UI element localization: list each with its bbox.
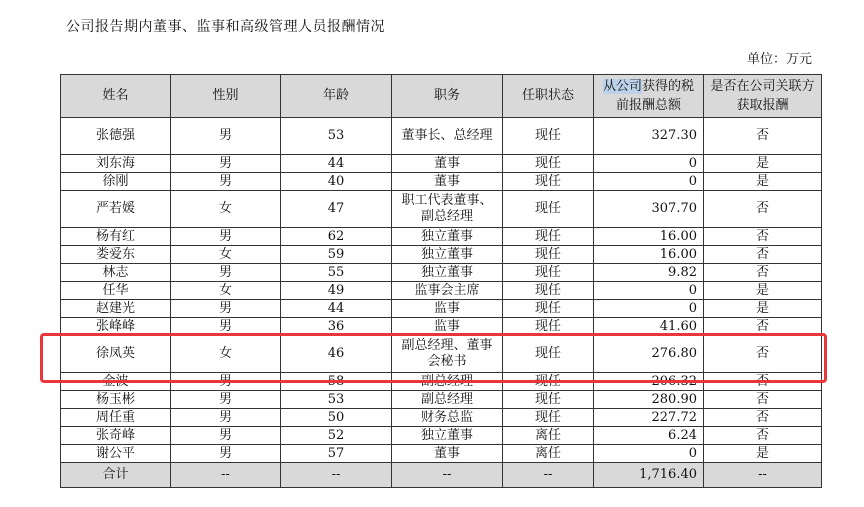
cell-position: 职工代表董事、副总经理	[392, 191, 503, 228]
cell-gender: 男	[171, 445, 281, 463]
cell-position: 副总经理、董事会秘书	[392, 336, 503, 373]
table-row	[61, 118, 822, 155]
total-row	[61, 463, 822, 488]
cell-name: 杨有红	[61, 228, 171, 246]
cell-status: 现任	[503, 155, 594, 173]
cell-name: 严若媛	[61, 191, 171, 228]
total-related: --	[704, 463, 822, 488]
cell-pay: 227.72	[594, 409, 704, 427]
cell-related: 否	[704, 391, 822, 409]
total-pay: 1,716.40	[594, 463, 704, 488]
cell-name: 张峰峰	[61, 318, 171, 336]
total-name: 合计	[61, 463, 171, 488]
cell-age: 53	[281, 118, 392, 155]
cell-status: 现任	[503, 336, 594, 373]
cell-name: 金波	[61, 373, 171, 391]
cell-gender: 男	[171, 409, 281, 427]
cell-related: 否	[704, 191, 822, 228]
cell-name: 刘东海	[61, 155, 171, 173]
table-row	[61, 373, 822, 391]
header-age: 年龄	[281, 75, 392, 118]
total-status: --	[503, 463, 594, 488]
cell-related: 否	[704, 264, 822, 282]
cell-name: 赵建光	[61, 300, 171, 318]
cell-gender: 女	[171, 282, 281, 300]
cell-gender: 女	[171, 336, 281, 373]
unit-label: 单位：万元	[746, 52, 812, 67]
cell-gender: 男	[171, 228, 281, 246]
cell-status: 现任	[503, 282, 594, 300]
cell-age: 59	[281, 246, 392, 264]
cell-age: 47	[281, 191, 392, 228]
total-gender: --	[171, 463, 281, 488]
cell-position: 董事	[392, 445, 503, 463]
total-position: --	[392, 463, 503, 488]
cell-related: 是	[704, 445, 822, 463]
table-row	[61, 191, 822, 228]
table-row	[61, 282, 822, 300]
cell-name: 张奇峰	[61, 427, 171, 445]
cell-name: 杨玉彬	[61, 391, 171, 409]
cell-age: 36	[281, 318, 392, 336]
cell-related: 否	[704, 118, 822, 155]
table-body	[61, 118, 822, 488]
cell-status: 现任	[503, 173, 594, 191]
cell-name: 周任重	[61, 409, 171, 427]
cell-position: 独立董事	[392, 228, 503, 246]
cell-related: 否	[704, 318, 822, 336]
cell-gender: 男	[171, 300, 281, 318]
cell-gender: 男	[171, 318, 281, 336]
cell-status: 现任	[503, 318, 594, 336]
cell-related: 否	[704, 336, 822, 373]
cell-age: 46	[281, 336, 392, 373]
cell-status: 现任	[503, 228, 594, 246]
header-status: 任职状态	[503, 75, 594, 118]
cell-position: 独立董事	[392, 264, 503, 282]
cell-name: 张德强	[61, 118, 171, 155]
table-row	[61, 318, 822, 336]
cell-gender: 男	[171, 373, 281, 391]
cell-name: 林志	[61, 264, 171, 282]
cell-age: 62	[281, 228, 392, 246]
cell-related: 否	[704, 409, 822, 427]
header-gender: 性别	[171, 75, 281, 118]
cell-status: 现任	[503, 409, 594, 427]
cell-position: 独立董事	[392, 427, 503, 445]
cell-gender: 男	[171, 118, 281, 155]
cell-gender: 男	[171, 155, 281, 173]
cell-position: 财务总监	[392, 409, 503, 427]
cell-name: 任华	[61, 282, 171, 300]
cell-pay: 16.00	[594, 228, 704, 246]
cell-gender: 女	[171, 191, 281, 228]
cell-pay: 280.90	[594, 391, 704, 409]
cell-status: 现任	[503, 300, 594, 318]
cell-position: 董事	[392, 155, 503, 173]
cell-pay: 6.24	[594, 427, 704, 445]
cell-status: 现任	[503, 264, 594, 282]
cell-gender: 男	[171, 391, 281, 409]
compensation-table	[60, 74, 822, 488]
cell-related: 否	[704, 427, 822, 445]
cell-age: 50	[281, 409, 392, 427]
cell-pay: 41.60	[594, 318, 704, 336]
cell-pay: 16.00	[594, 246, 704, 264]
cell-pay: 327.30	[594, 118, 704, 155]
cell-name: 徐凤英	[61, 336, 171, 373]
cell-position: 副总经理	[392, 391, 503, 409]
cell-related: 是	[704, 155, 822, 173]
cell-pay: 9.82	[594, 264, 704, 282]
cell-pay: 0	[594, 173, 704, 191]
header-related-party: 是否在公司关联方获取报酬	[704, 75, 822, 118]
cell-status: 现任	[503, 391, 594, 409]
cell-position: 副总经理	[392, 373, 503, 391]
cell-related: 否	[704, 228, 822, 246]
cell-pay: 0	[594, 445, 704, 463]
cell-status: 现任	[503, 246, 594, 264]
header-row	[61, 75, 822, 118]
cell-status: 离任	[503, 427, 594, 445]
cell-age: 55	[281, 264, 392, 282]
table-row	[61, 336, 822, 373]
cell-pay: 0	[594, 282, 704, 300]
cell-position: 董事长、总经理	[392, 118, 503, 155]
cell-name: 谢公平	[61, 445, 171, 463]
cell-gender: 男	[171, 264, 281, 282]
cell-gender: 男	[171, 173, 281, 191]
cell-name: 徐刚	[61, 173, 171, 191]
cell-gender: 女	[171, 246, 281, 264]
cell-position: 监事	[392, 300, 503, 318]
table-row	[61, 155, 822, 173]
table-row	[61, 391, 822, 409]
table-row	[61, 264, 822, 282]
table-row	[61, 173, 822, 191]
table-row	[61, 228, 822, 246]
report-title: 公司报告期内董事、监事和高级管理人员报酬情况	[66, 19, 385, 35]
cell-related: 是	[704, 173, 822, 191]
table-row	[61, 409, 822, 427]
cell-age: 58	[281, 373, 392, 391]
cell-age: 44	[281, 155, 392, 173]
cell-age: 53	[281, 391, 392, 409]
cell-pay: 206.32	[594, 373, 704, 391]
cell-gender: 男	[171, 427, 281, 445]
cell-age: 44	[281, 300, 392, 318]
header-position: 职务	[392, 75, 503, 118]
cell-related: 否	[704, 373, 822, 391]
selected-text[interactable]: 从公司	[602, 79, 642, 94]
cell-pay: 307.70	[594, 191, 704, 228]
table-row	[61, 246, 822, 264]
cell-related: 是	[704, 282, 822, 300]
total-age: --	[281, 463, 392, 488]
cell-position: 监事会主席	[392, 282, 503, 300]
cell-age: 52	[281, 427, 392, 445]
header-pay	[594, 75, 704, 118]
cell-age: 57	[281, 445, 392, 463]
table-row	[61, 427, 822, 445]
table-row	[61, 445, 822, 463]
cell-status: 现任	[503, 373, 594, 391]
cell-related: 是	[704, 300, 822, 318]
cell-position: 独立董事	[392, 246, 503, 264]
cell-related: 否	[704, 246, 822, 264]
cell-name: 娄爱东	[61, 246, 171, 264]
cell-pay: 276.80	[594, 336, 704, 373]
cell-pay: 0	[594, 155, 704, 173]
cell-pay: 0	[594, 300, 704, 318]
cell-age: 49	[281, 282, 392, 300]
cell-status: 现任	[503, 191, 594, 228]
header-pay-rest: 获得的税前报酬总额	[615, 79, 695, 113]
cell-age: 40	[281, 173, 392, 191]
table-row	[61, 300, 822, 318]
header-name: 姓名	[61, 75, 171, 118]
cell-position: 监事	[392, 318, 503, 336]
cell-position: 董事	[392, 173, 503, 191]
cell-status: 离任	[503, 445, 594, 463]
cell-status: 现任	[503, 118, 594, 155]
